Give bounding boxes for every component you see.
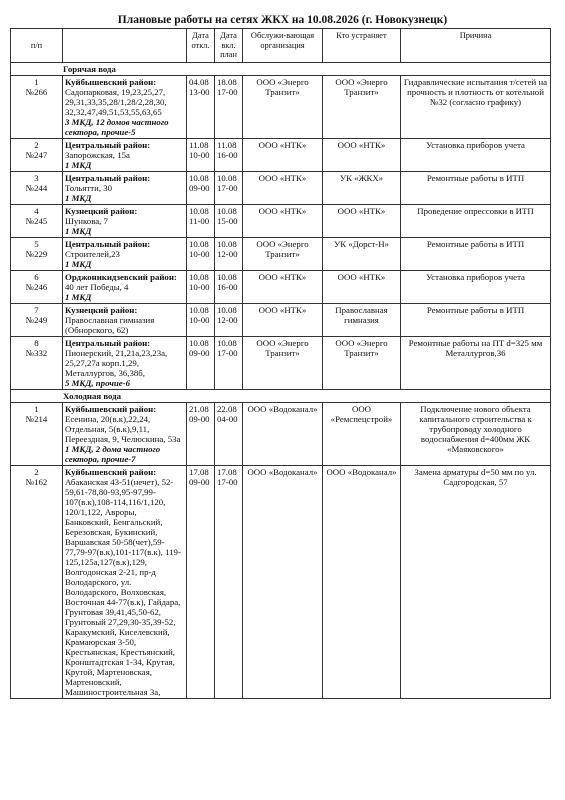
- address-note: 1 МКД: [65, 258, 92, 269]
- address-cell: [63, 75, 187, 138]
- address-note: 1 МКД: [65, 291, 92, 302]
- row-id: №246: [25, 281, 48, 292]
- on-date-cell: [215, 171, 243, 204]
- row-index: 4: [34, 205, 39, 216]
- table-row: [11, 303, 551, 336]
- on-time: 17-00: [217, 476, 238, 487]
- on-date-cell: [215, 75, 243, 138]
- page-title: Плановые работы на сетях ЖКХ на 10.08.2026 (г. Новокузнецк): [117, 14, 448, 26]
- row-number-cell: [11, 171, 63, 204]
- reason-cell: Ремонтные работы в ИТП: [401, 171, 551, 204]
- fixer-cell: ООО «НТК»: [323, 138, 401, 171]
- reason-cell: Подключение нового объекта капитального строительства к трубопроводу холодного водоснабжения d=400мм ЖК «Маяковского»: [401, 402, 551, 465]
- off-date: 10.08: [189, 205, 209, 216]
- on-date: 22.08: [217, 403, 237, 414]
- row-number-cell: [11, 270, 63, 303]
- address-note: 1 МКД: [65, 225, 92, 236]
- district-name: Кузнецкий район:: [65, 304, 138, 315]
- address-cell: [63, 303, 187, 336]
- on-time: 17-00: [217, 347, 238, 358]
- off-date: 17.08: [189, 466, 209, 477]
- off-date: 10.08: [189, 271, 209, 282]
- section-title: Холодная вода: [11, 389, 551, 402]
- off-time: 13-00: [189, 86, 210, 97]
- table-row: [11, 204, 551, 237]
- on-date: 10.08: [217, 205, 237, 216]
- off-date-cell: [187, 171, 215, 204]
- off-date-cell: [187, 204, 215, 237]
- reason-cell: Ремонтные работы в ИТП: [401, 237, 551, 270]
- reason-cell: Замена арматуры d=50 мм по ул. Садгородская, 57: [401, 465, 551, 698]
- row-id: №244: [25, 182, 48, 193]
- table-row: [11, 75, 551, 138]
- fixer-cell: ООО «Ремспецстрой»: [323, 402, 401, 465]
- address-cell: [63, 336, 187, 389]
- fixer-cell: ООО «Водоканал»: [323, 465, 401, 698]
- row-number-cell: [11, 402, 63, 465]
- row-index: 1: [34, 76, 39, 87]
- section-row: [11, 389, 551, 402]
- row-number-cell: [11, 303, 63, 336]
- on-time: 17-00: [217, 182, 238, 193]
- reason-cell: Установка приборов учета: [401, 270, 551, 303]
- table-row: [11, 336, 551, 389]
- address-note: 5 МКД, прочие-6: [65, 377, 130, 388]
- address-note: 1 МКД: [65, 192, 92, 203]
- on-date-cell: [215, 270, 243, 303]
- fixer-cell: ООО «Энерго Транзит»: [323, 75, 401, 138]
- address-cell: [63, 138, 187, 171]
- row-id: №266: [25, 86, 48, 97]
- on-date-cell: [215, 402, 243, 465]
- off-time: 09-00: [189, 476, 210, 487]
- org-cell: ООО «Водоканал»: [243, 402, 323, 465]
- off-date-cell: [187, 465, 215, 698]
- off-time: 10-00: [189, 281, 210, 292]
- reason-cell: Ремонтные работы в ИТП: [401, 303, 551, 336]
- address-note: 3 МКД, 12 домов частного сектора, прочие-5: [65, 116, 169, 137]
- off-time: 09-00: [189, 182, 210, 193]
- row-index: 7: [34, 304, 39, 315]
- district-name: Центральный район:: [65, 172, 151, 183]
- on-time: 16-00: [217, 149, 238, 160]
- org-cell: ООО «НТК»: [243, 138, 323, 171]
- on-date-cell: [215, 303, 243, 336]
- row-index: 8: [34, 337, 39, 348]
- off-date-cell: [187, 75, 215, 138]
- address-cell: [63, 204, 187, 237]
- on-date: 10.08: [217, 172, 237, 183]
- on-date-cell: [215, 336, 243, 389]
- address-list: 40 лет Победы, 4: [65, 281, 129, 292]
- row-number-cell: [11, 336, 63, 389]
- off-time: 09-00: [189, 413, 210, 424]
- district-name: Куйбышевский район:: [65, 403, 157, 414]
- org-cell: ООО «НТК»: [243, 171, 323, 204]
- row-id: №229: [25, 248, 48, 259]
- row-index: 3: [34, 172, 39, 183]
- org-cell: ООО «Водоканал»: [243, 465, 323, 698]
- district-name: Кузнецкий район:: [65, 205, 138, 216]
- on-time: 04-00: [217, 413, 238, 424]
- district-name: Центральный район:: [65, 238, 151, 249]
- district-name: Куйбышевский район:: [65, 466, 157, 477]
- row-id: №249: [25, 314, 48, 325]
- on-time: 12-00: [217, 248, 238, 259]
- off-date-cell: [187, 336, 215, 389]
- fixer-cell: ООО «НТК»: [323, 204, 401, 237]
- fixer-cell: ООО «НТК»: [323, 270, 401, 303]
- fixer-cell: ООО «Энерго Транзит»: [323, 336, 401, 389]
- row-index: 1: [34, 403, 39, 414]
- district-name: Центральный район:: [65, 139, 151, 150]
- header-row: [11, 29, 551, 63]
- section-title: Горячая вода: [11, 62, 551, 75]
- row-id: №245: [25, 215, 48, 226]
- on-date-cell: [215, 237, 243, 270]
- works-table: [10, 28, 551, 699]
- off-time: 10-00: [189, 314, 210, 325]
- row-id: №214: [25, 413, 48, 424]
- address-cell: [63, 270, 187, 303]
- off-date: 10.08: [189, 238, 209, 249]
- col-header-on: Дата вкл. план: [215, 29, 243, 63]
- reason-cell: Проведение опрессовки в ИТП: [401, 204, 551, 237]
- row-index: 2: [34, 466, 39, 477]
- col-header-org: Обслужи-вающая организация: [243, 29, 323, 63]
- on-time: 17-00: [217, 86, 238, 97]
- off-date: 21.08: [189, 403, 209, 414]
- row-id: №332: [25, 347, 48, 358]
- col-header-fixer: Кто устраняет: [323, 29, 401, 63]
- address-list: Садопарковая, 19,23,25,27, 29,31,33,35,28/1,28/2,28,30, 32,32,47,49,51,53,55,63,65: [65, 86, 167, 117]
- off-date: 10.08: [189, 337, 209, 348]
- row-index: 5: [34, 238, 39, 249]
- off-date: 10.08: [189, 172, 209, 183]
- off-date-cell: [187, 237, 215, 270]
- off-time: 09-00: [189, 347, 210, 358]
- row-id: №162: [25, 476, 48, 487]
- row-number-cell: [11, 237, 63, 270]
- table-row: [11, 138, 551, 171]
- address-cell: [63, 465, 187, 698]
- on-date: 10.08: [217, 238, 237, 249]
- reason-cell: Ремонтные работы на ПТ d=325 мм Металлургов,36: [401, 336, 551, 389]
- off-time: 10-00: [189, 248, 210, 259]
- address-list: Строителей,23: [65, 248, 120, 259]
- row-number-cell: [11, 465, 63, 698]
- row-number-cell: [11, 75, 63, 138]
- org-cell: ООО «НТК»: [243, 204, 323, 237]
- section-row: [11, 62, 551, 75]
- reason-cell: Гидравлические испытания т/сетей на прочность и плотность от котельной №32 (согласно графику): [401, 75, 551, 138]
- address-list: Запорожская, 15а: [65, 149, 130, 160]
- fixer-cell: Православная гимназия: [323, 303, 401, 336]
- off-date-cell: [187, 270, 215, 303]
- table-row: [11, 402, 551, 465]
- row-number-cell: [11, 204, 63, 237]
- on-date: 18.08: [217, 76, 237, 87]
- row-index: 2: [34, 139, 39, 150]
- on-date-cell: [215, 465, 243, 698]
- row-number-cell: [11, 138, 63, 171]
- fixer-cell: УК «Дорст-Н»: [323, 237, 401, 270]
- off-date-cell: [187, 138, 215, 171]
- address-list: Шункова, 7: [65, 215, 108, 226]
- off-date-cell: [187, 303, 215, 336]
- address-list: Православная гимназия (Обнорского, 62): [65, 314, 155, 335]
- org-cell: ООО «Энерго Транзит»: [243, 237, 323, 270]
- address-list: Тольятти, 30: [65, 182, 113, 193]
- org-cell: ООО «Энерго Транзит»: [243, 336, 323, 389]
- off-time: 10-00: [189, 149, 210, 160]
- off-date: 04.08: [189, 76, 209, 87]
- row-index: 6: [34, 271, 39, 282]
- org-cell: ООО «Энерго Транзит»: [243, 75, 323, 138]
- address-list: Есенина, 20(в.к),22,24, Отдельная, 5(в.к),9,11, Переездная, 9, Челюскина, 53а: [65, 413, 181, 444]
- district-name: Орджоникидзевский район:: [65, 271, 177, 282]
- col-header-off: Дата откл.: [187, 29, 215, 63]
- on-date: 17.08: [217, 466, 237, 477]
- table-row: [11, 270, 551, 303]
- on-date: 10.08: [217, 271, 237, 282]
- on-time: 12-00: [217, 314, 238, 325]
- address-list: Пионерский, 21,21а,23,23а, 25,27,27а корп.1,29, Металлургов, 36,38б,: [65, 347, 168, 378]
- off-date-cell: [187, 402, 215, 465]
- reason-cell: Установка приборов учета: [401, 138, 551, 171]
- address-note: 1 МКД, 2 дома частного сектора, прочие-7: [65, 443, 161, 464]
- district-name: Центральный район:: [65, 337, 151, 348]
- on-date: 10.08: [217, 337, 237, 348]
- on-date-cell: [215, 138, 243, 171]
- address-note: 1 МКД: [65, 159, 92, 170]
- address-cell: [63, 171, 187, 204]
- address-cell: [63, 237, 187, 270]
- address-cell: [63, 402, 187, 465]
- table-row: [11, 465, 551, 698]
- on-time: 16-00: [217, 281, 238, 292]
- row-id: №247: [25, 149, 48, 160]
- district-name: Куйбышевский район:: [65, 76, 157, 87]
- org-cell: ООО «НТК»: [243, 270, 323, 303]
- on-time: 15-00: [217, 215, 238, 226]
- off-time: 11-00: [189, 215, 210, 226]
- col-header-address: [63, 29, 187, 63]
- address-list: Абаканская 43-51(нечет), 52-59,61-78,80-93,95-97,99-107(в.к),108-114,116/1,120, 120/1,122, Авроры, Банковский, Бенгальский, Березовская, Букинский, Варшавская 50-58(чет),59-77,79-97(в.к),101-117(в.к), 119-125,125а,127(в.к),129, Волгодонская 2-21, пр-д Володарского, ул. Володарского, Волховская, Восточная 44-77(в.к), Гайдара, Грунтовая 39,41,45,50-62, Грунтовый 27,29,30-35,39-52, Каракумский, Киселевский, Крамаюрская 3-50, Крестьянская, Крестьянский, Кронштадтская 1-34, Крутая, Крутой, Мартеновская, Мартеновский, Машиностроительная 3а,: [65, 476, 181, 697]
- on-date: 10.08: [217, 304, 237, 315]
- org-cell: ООО «НТК»: [243, 303, 323, 336]
- off-date: 10.08: [189, 304, 209, 315]
- table-row: [11, 237, 551, 270]
- on-date: 11.08: [217, 139, 237, 150]
- col-header-num: п/п: [11, 29, 63, 63]
- on-date-cell: [215, 204, 243, 237]
- table-row: [11, 171, 551, 204]
- fixer-cell: УК «ЖКХ»: [323, 171, 401, 204]
- col-header-reason: Причина: [401, 29, 551, 63]
- off-date: 11.08: [189, 139, 209, 150]
